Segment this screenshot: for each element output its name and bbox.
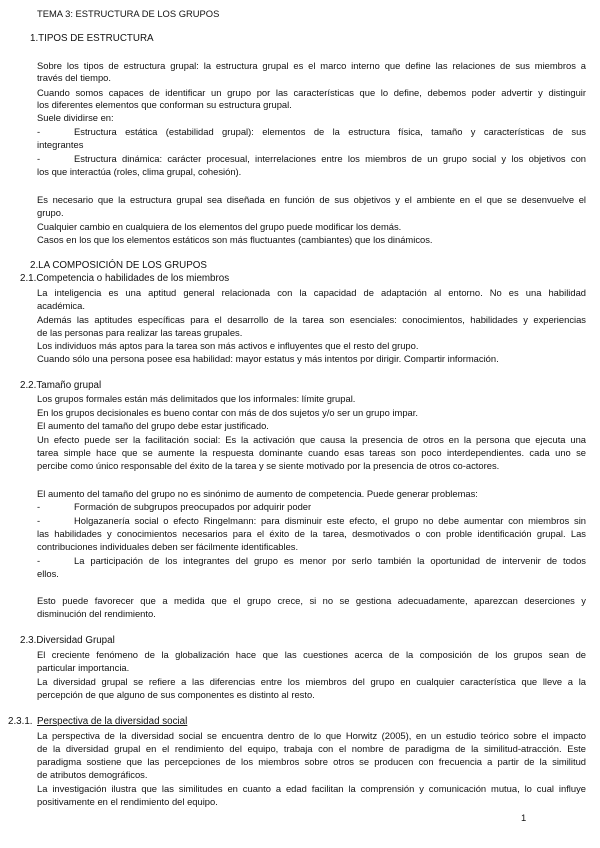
- section-2-3-1-number: 2.3.1.: [8, 716, 33, 727]
- s1-p6: Casos en los que los elementos estáticos son más fluctuantes (cambiantes) que los dinámicos.: [37, 234, 433, 245]
- s22-b2-line2: las habilidades y conocimientos necesarios para el éxito de la tarea, desmotivados o con proble identificación grupal. Las: [37, 528, 586, 539]
- s21-l4: Cuando sólo una persona posee esa habilidad: mayor estatus y más intentos por dirigir. Compartir información.: [37, 353, 499, 364]
- s231-l1-line3: paradigma sostiene que las percepciones de los miembros sobre otros se producen con frecuencia a partir de la similitud: [37, 756, 586, 767]
- s22-b1: Formación de subgrupos preocupados por adquirir poder: [74, 501, 312, 512]
- s22-l4-line1: Un efecto puede ser la facilitación social: Es la activación que causa la presencia de otros en la persona que ejecuta una: [37, 434, 586, 445]
- s22-b2-line3: contribuciones individuales deben ser fácilmente identificables.: [37, 541, 299, 552]
- section-2-1-heading: 2.1.Competencia o habilidades de los miembros: [20, 273, 230, 284]
- s22-l5: El aumento del tamaño del grupo no es sinónimo de aumento de competencia. Puede generar problemas:: [37, 488, 478, 499]
- s1-p5: Cualquier cambio en cualquiera de los elementos del grupo puede modificar los demás.: [37, 221, 402, 232]
- s22-b3-line2: ellos.: [37, 568, 59, 579]
- s23-l2-line1: La diversidad grupal se refiere a las diferencias entre los miembros del grupo en cualquier característica que lleve a la: [37, 676, 586, 687]
- page-number: 1: [521, 812, 527, 823]
- s22-b3-line1: La participación de los integrantes del grupo es menor por serlo también la oportunidad de intervenir de todos: [74, 555, 586, 566]
- s231-l2-line2: positivamente en el rendimiento del equipo.: [37, 796, 218, 807]
- s231-l1-line2: de la diversidad grupal en el rendimiento del equipo, trabaja con el nombre de paradigma de la similitud-atracción. Este: [37, 743, 586, 754]
- bullet-dash: -: [37, 515, 41, 526]
- section-2-3-1-title: Perspectiva de la diversidad social: [37, 716, 188, 727]
- section-1-heading: 1.TIPOS DE ESTRUCTURA: [30, 33, 154, 44]
- s22-l3: El aumento del tamaño del grupo debe estar justificado.: [37, 420, 269, 431]
- s1-p4-line1: Es necesario que la estructura grupal sea diseñada en función de sus objetivos y el ambiente en el que se desenvuelve el: [37, 194, 586, 205]
- s21-l1-line2: académica.: [37, 300, 85, 311]
- s231-l1-line1: La perspectiva de la diversidad social se encuentra dentro de lo que Horwitz (2005), en un estudio teórico sobre el impacto: [37, 730, 586, 741]
- s1-b1-line1: Estructura estática (estabilidad grupal): elementos de la estructura física, tamaño y características de sus: [74, 126, 586, 137]
- section-2-2-heading: 2.2.Tamaño grupal: [20, 380, 102, 391]
- s1-p2-line1: Cuando somos capaces de identificar un grupo por las características que lo define, debemos poder advertir y distinguir: [37, 87, 586, 98]
- s21-l2-line1: Además las aptitudes específicas para el desarrollo de la tarea son esenciales: conocimientos, habilidades y experiencias: [37, 314, 586, 325]
- s1-p2-line2: los diferentes elementos que conforman su estructura grupal.: [37, 99, 292, 110]
- s1-p1-line1: Sobre los tipos de estructura grupal: la estructura grupal es el marco interno que define las relaciones de sus miembros a: [37, 60, 586, 71]
- bullet-dash: -: [37, 153, 41, 164]
- s1-b1-line2: integrantes: [37, 139, 84, 150]
- s23-l2-line2: percepción de que alguno de sus componentes es distinto al resto.: [37, 689, 315, 700]
- s1-b2-line2: los que interactúa (roles, clima grupal, cohesión).: [37, 166, 242, 177]
- s22-b2-line1: Holgazanería social o efecto Ringelmann: para disminuir este efecto, el grupo no debe aumentar con miembros sin: [74, 515, 586, 526]
- section-2-3-heading: 2.3.Diversidad Grupal: [20, 635, 115, 646]
- s22-l2: En los grupos decisionales es bueno contar con más de dos sujetos y/o ser un grupo impar.: [37, 407, 418, 418]
- s22-l4-line3: percibe como único responsable del éxito de la tarea y se siente motivado por la presencia de otros co-actores.: [37, 460, 500, 471]
- s231-l1-line4: de atributos demográficos.: [37, 769, 148, 780]
- s1-b2-line1: Estructura dinámica: carácter procesual, interrelaciones entre los miembros de un grupo social y los objetivos con: [74, 153, 586, 164]
- bullet-dash: -: [37, 126, 41, 137]
- s23-l1-line1: El creciente fenómeno de la globalización hace que las cuestiones acerca de la composición de los grupos sean de: [37, 649, 586, 660]
- bullet-dash: -: [37, 555, 41, 566]
- s22-l4-line2: tarea simple hace que se aumente la respuesta dominante cuando esas tareas son poco interdependientes. cada uno se: [37, 447, 586, 458]
- s22-l6-line2: disminución del rendimiento.: [37, 608, 156, 619]
- s22-l1: Los grupos formales están más delimitados que los informales: límite grupal.: [37, 393, 356, 404]
- document-title: TEMA 3: ESTRUCTURA DE LOS GRUPOS: [37, 8, 220, 19]
- s22-l6-line1: Esto puede favorecer que a medida que el grupo crece, si no se gestiona adecuadamente, aparezcan deserciones y: [37, 595, 586, 606]
- s231-l2-line1: La investigación ilustra que las similitudes en cuanto a edad facilitan la comprensión y comunicación mutua, lo cual influye: [37, 783, 586, 794]
- s21-l3: Los individuos más aptos para la tarea son más activos e influyentes que el resto del grupo.: [37, 340, 419, 351]
- s21-l1-line1: La inteligencia es una aptitud general relacionada con la capacidad de adaptación al entorno. No es una habilidad: [37, 287, 586, 298]
- s1-p3: Suele dividirse en:: [37, 112, 114, 123]
- s23-l1-line2: particular importancia.: [37, 662, 130, 673]
- s1-p1-line2: través del tiempo.: [37, 72, 111, 83]
- section-2-heading: 2.LA COMPOSICIÓN DE LOS GRUPOS: [30, 260, 207, 271]
- s1-p4-line2: grupo.: [37, 207, 64, 218]
- bullet-dash: -: [37, 501, 41, 512]
- s21-l2-line2: de las personas para realizar las tareas grupales.: [37, 327, 243, 338]
